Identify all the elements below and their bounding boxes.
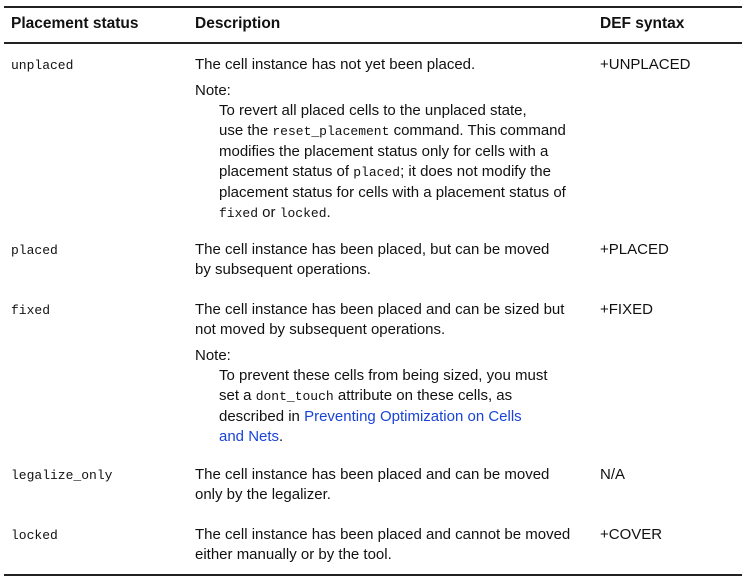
status-unplaced: unplaced: [11, 58, 74, 73]
note-text: attribute on these cells, as described in: [219, 387, 513, 425]
note-body: [219, 366, 549, 447]
status-legalize-only: legalize_only: [11, 468, 113, 483]
code-reset-placement: reset_placement: [272, 124, 390, 139]
header-placement-status: Placement status: [11, 15, 139, 32]
def-placed: +PLACED: [600, 241, 669, 258]
def-fixed: +FIXED: [600, 301, 653, 318]
table-header-rule: [4, 42, 742, 44]
table-top-rule: [4, 6, 742, 8]
description-text: The cell instance has been placed and can be sized but not moved by subsequent operations.: [195, 301, 565, 338]
description-text: The cell instance has not yet been placed.: [195, 56, 476, 73]
def-locked: +COVER: [600, 526, 663, 543]
header-description: Description: [195, 15, 281, 32]
code-fixed: fixed: [219, 206, 259, 221]
note-text: .: [326, 204, 331, 221]
table-bottom-rule: [4, 574, 742, 576]
description-legalize-only: The cell instance has been placed and can be moved only by the legalizer.: [195, 466, 550, 503]
code-locked: locked: [279, 206, 327, 221]
note-text: or: [258, 204, 280, 221]
status-locked: locked: [11, 528, 58, 543]
note-text: command. This command modifies the placement status only for cells with a placement status of: [219, 122, 566, 180]
description-locked: The cell instance has been placed and cannot be moved either manually or by the tool.: [195, 526, 571, 563]
note-text: To revert all placed cells to the unplaced state,: [219, 102, 527, 119]
note-text: ; it does not modify the placement status for cells with a placement status of: [219, 163, 566, 201]
note-label: Note:: [195, 347, 231, 364]
status-placed: placed: [11, 243, 58, 258]
status-fixed: fixed: [11, 303, 51, 318]
note-body: [219, 101, 585, 224]
code-dont-touch: dont_touch: [255, 389, 334, 404]
def-legalize-only: N/A: [600, 466, 626, 483]
note-label: Note:: [195, 82, 231, 99]
code-placed: placed: [353, 165, 401, 180]
def-unplaced: +UNPLACED: [600, 56, 691, 73]
preventing-optimization-link[interactable]: Preventing Optimization on Cells and Nets: [219, 408, 522, 445]
note-text: To prevent these cells from being sized, you must set a: [219, 367, 548, 404]
note-text: use the: [219, 122, 273, 139]
description-unplaced: [195, 55, 585, 224]
note-text: .: [279, 428, 284, 445]
description-placed: The cell instance has been placed, but can be moved by subsequent operations.: [195, 241, 550, 278]
header-def-syntax: DEF syntax: [600, 15, 685, 32]
description-fixed: [195, 300, 585, 447]
